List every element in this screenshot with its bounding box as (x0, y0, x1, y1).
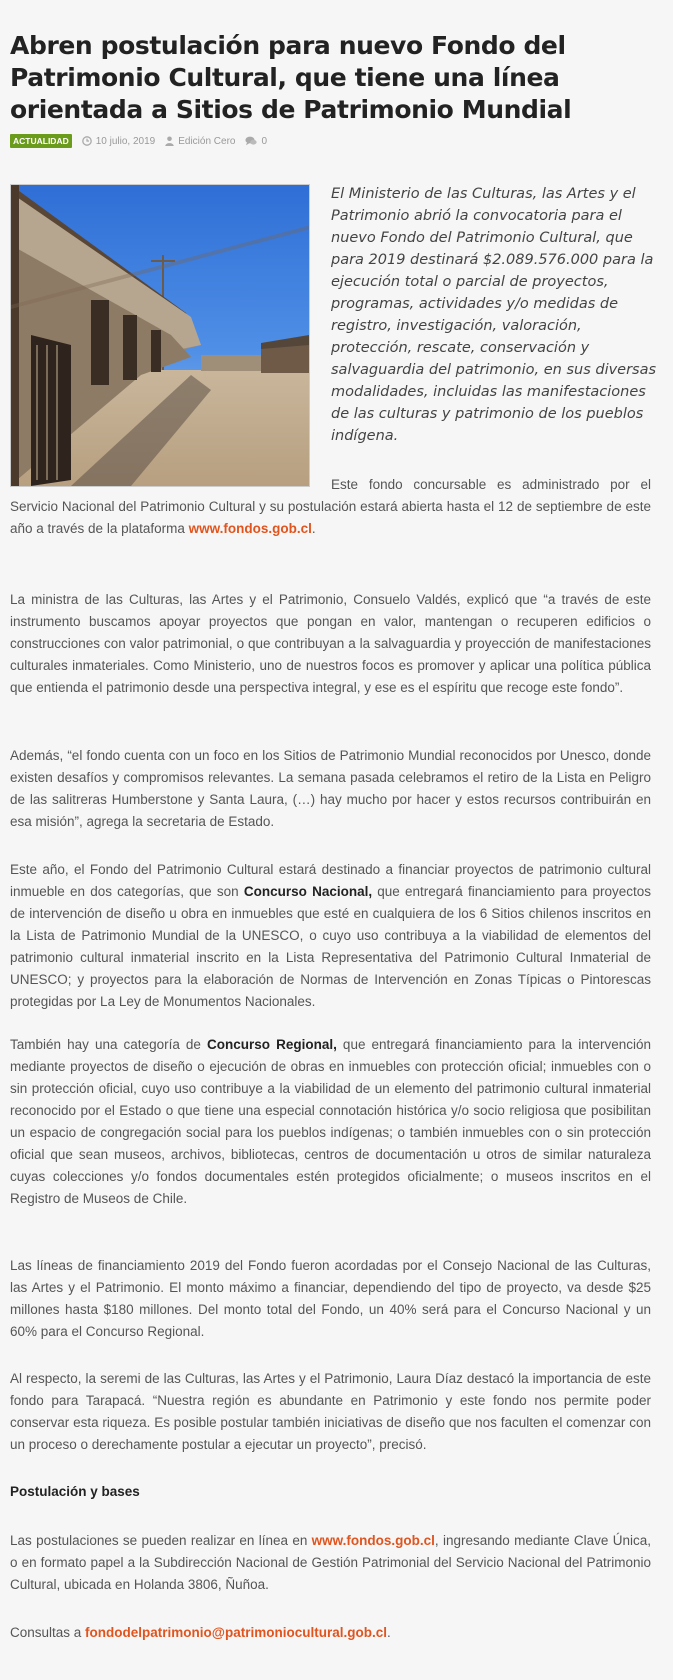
paragraph-2: La ministra de las Culturas, las Artes y el Patrimonio, Consuelo Valdés, explicó que “a través de este instrumento buscamos apoyar proyectos que pongan en valor, mantengan o recuperen edificios o construcciones con valor patrimonial, o que contribuyan a la salvaguardia y proyección de manifestaciones culturales inmateriales. Como Ministerio, uno de nuestros focos es promover y aplicar una política pública que entienda el patrimonio desde una perspectiva integral, y ese es el espíritu que recoge este fondo”. (10, 592, 651, 695)
author-meta[interactable] (165, 136, 235, 147)
user-icon (165, 136, 174, 146)
article-photo (10, 184, 310, 487)
paragraph-8-text-a: Las postulaciones se pueden realizar en línea en (10, 1533, 312, 1548)
article-title: Abren postulación para nuevo Fondo del Patrimonio Cultural, que tiene una línea orientada a Sitios de Patrimonio Mundial (10, 31, 572, 124)
paragraph-4-text-a: Este año, el Fondo del Patrimonio Cultural estará destinado a financiar proyectos de patrimonio cultural inmueble en dos categorías, que son (10, 862, 651, 899)
paragraph-3: Además, “el fondo cuenta con un foco en los Sitios de Patrimonio Mundial reconocidos por Unesco, donde existen desafíos y compromisos relevantes. La semana pasada celebramos el retiro de la Lista en Peligro de las salitreras Humberstone y Santa Laura, (…) hay mucho por hacer y estos recursos contribuirán en esa misión”, agrega la secretaria de Estado. (10, 748, 651, 829)
category-badge[interactable]: ACTUALIDAD (10, 134, 72, 148)
paragraph-1-end: . (311, 521, 316, 536)
concurso-regional-label: Concurso Regional, (207, 1037, 337, 1052)
article-lead: El Ministerio de las Culturas, las Artes y el Patrimonio abrió la convocatoria para el nuevo Fondo del Patrimonio Cultural, que para 2019 destinará $2.089.576.000 para la ejecución total o parcial de proyectos, programas, actividades y/o medidas de registro, investigación, valoración, protección, rescate, conservación y salvaguardia del patrimonio, en sus diversas modalidades, incluidas las manifestaciones de las culturas y patrimonio de los pueblos indígena. (331, 186, 657, 444)
paragraph-6: Las líneas de financiamiento 2019 del Fondo fueron acordadas por el Consejo Nacional de las Culturas, las Artes y el Patrimonio. El monto máximo a financiar, dependiendo del tipo de proyecto, va desde $25 millones hasta $180 millones. Del monto total del Fondo, un 40% será para el Concurso Nacional y un 60% para el Concurso Regional. (10, 1258, 651, 1339)
comment-count[interactable]: 0 (261, 135, 268, 147)
paragraph-9-text: Consultas a (10, 1625, 86, 1640)
paragraph-8-text-b: , ingresando mediante Clave Única, o en formato papel a la Subdirección Nacional de Gestión Patrimonial del Servicio Nacional del Patrimonio Cultural, ubicada en Holanda 3806, Ñuñoa. (10, 1533, 651, 1592)
post-author[interactable]: Edición Cero (178, 135, 236, 147)
paragraph-5-text-a: También hay una categoría de (10, 1037, 208, 1052)
fondos-link-2[interactable]: www.fondos.gob.cl (311, 1533, 435, 1548)
comments-icon (245, 136, 257, 146)
concurso-nacional-label: Concurso Nacional, (243, 884, 373, 899)
fondos-link[interactable]: www.fondos.gob.cl (188, 521, 312, 536)
paragraph-1-text: Este fondo concursable es administrado por el Servicio Nacional del Patrimonio Cultural y su postulación estará abierta hasta el 12 de septiembre de este año a través de la plataforma (10, 477, 651, 536)
post-date: 10 julio, 2019 (95, 135, 156, 147)
paragraph-5-text-b: que entregará financiamiento para la intervención mediante proyectos de diseño o ejecución de obras en inmuebles con protección oficial; inmuebles con o sin protección oficial, cuyo uso contribuye a la viabilidad de un elemento del patrimonio cultural inmaterial reconocido por el Estado o que tiene una especial connotación histórica y/o socio religiosa que posibilitan un espacio de congregación social para los pueblos indígenas; o también inmuebles con o sin protección oficial que sean museos, archivos, bibliotecas, centros de documentación u otros de similar naturaleza cuyas colecciones y/o fondos documentales estén protegidos oficialmente; o museos inscritos en el Registro de Museos de Chile. (10, 1037, 652, 1206)
comments-meta[interactable] (245, 136, 267, 147)
paragraph-4-text-b: que entregará financiamiento para proyectos de intervención de diseño u obra en inmuebles que esté en cualquiera de los 6 Sitios chilenos inscritos en la Lista de Patrimonio Mundial de la UNESCO, o cuyo uso contribuya a la viabilidad de elementos del patrimonio cultural inmaterial inscrito en la Lista Representativa del Patrimonio Cultural Inmaterial de UNESCO; y proyectos para la elaboración de Normas de Intervención en Zonas Típicas o Pintorescas protegidas por La Ley de Monumentos Nacionales. (10, 884, 652, 1009)
paragraph-9 (10, 1622, 651, 1644)
paragraph-8 (10, 1530, 651, 1596)
paragraph-4 (10, 859, 651, 1013)
article-meta (10, 134, 277, 148)
paragraph-7: Al respecto, la seremi de las Culturas, las Artes y el Patrimonio, Laura Díaz destacó la importancia de este fondo para Tarapacá. “Nuestra región es abundante en Patrimonio y este fondo nos permite poder conservar esta riqueza. Es posible postular también iniciativas de diseño que nos faculten el comenzar con un proceso o derechamente postular a ejecutar un proyecto”, precisó. (10, 1371, 651, 1452)
email-link[interactable]: fondodelpatrimonio@patrimoniocultural.gob.cl (85, 1625, 387, 1640)
paragraph-9-end: . (386, 1625, 391, 1640)
paragraph-1 (10, 474, 651, 540)
clock-icon (82, 136, 92, 146)
date-meta (82, 136, 156, 147)
section-heading: Postulación y bases (10, 1484, 140, 1499)
paragraph-5 (10, 1034, 651, 1210)
